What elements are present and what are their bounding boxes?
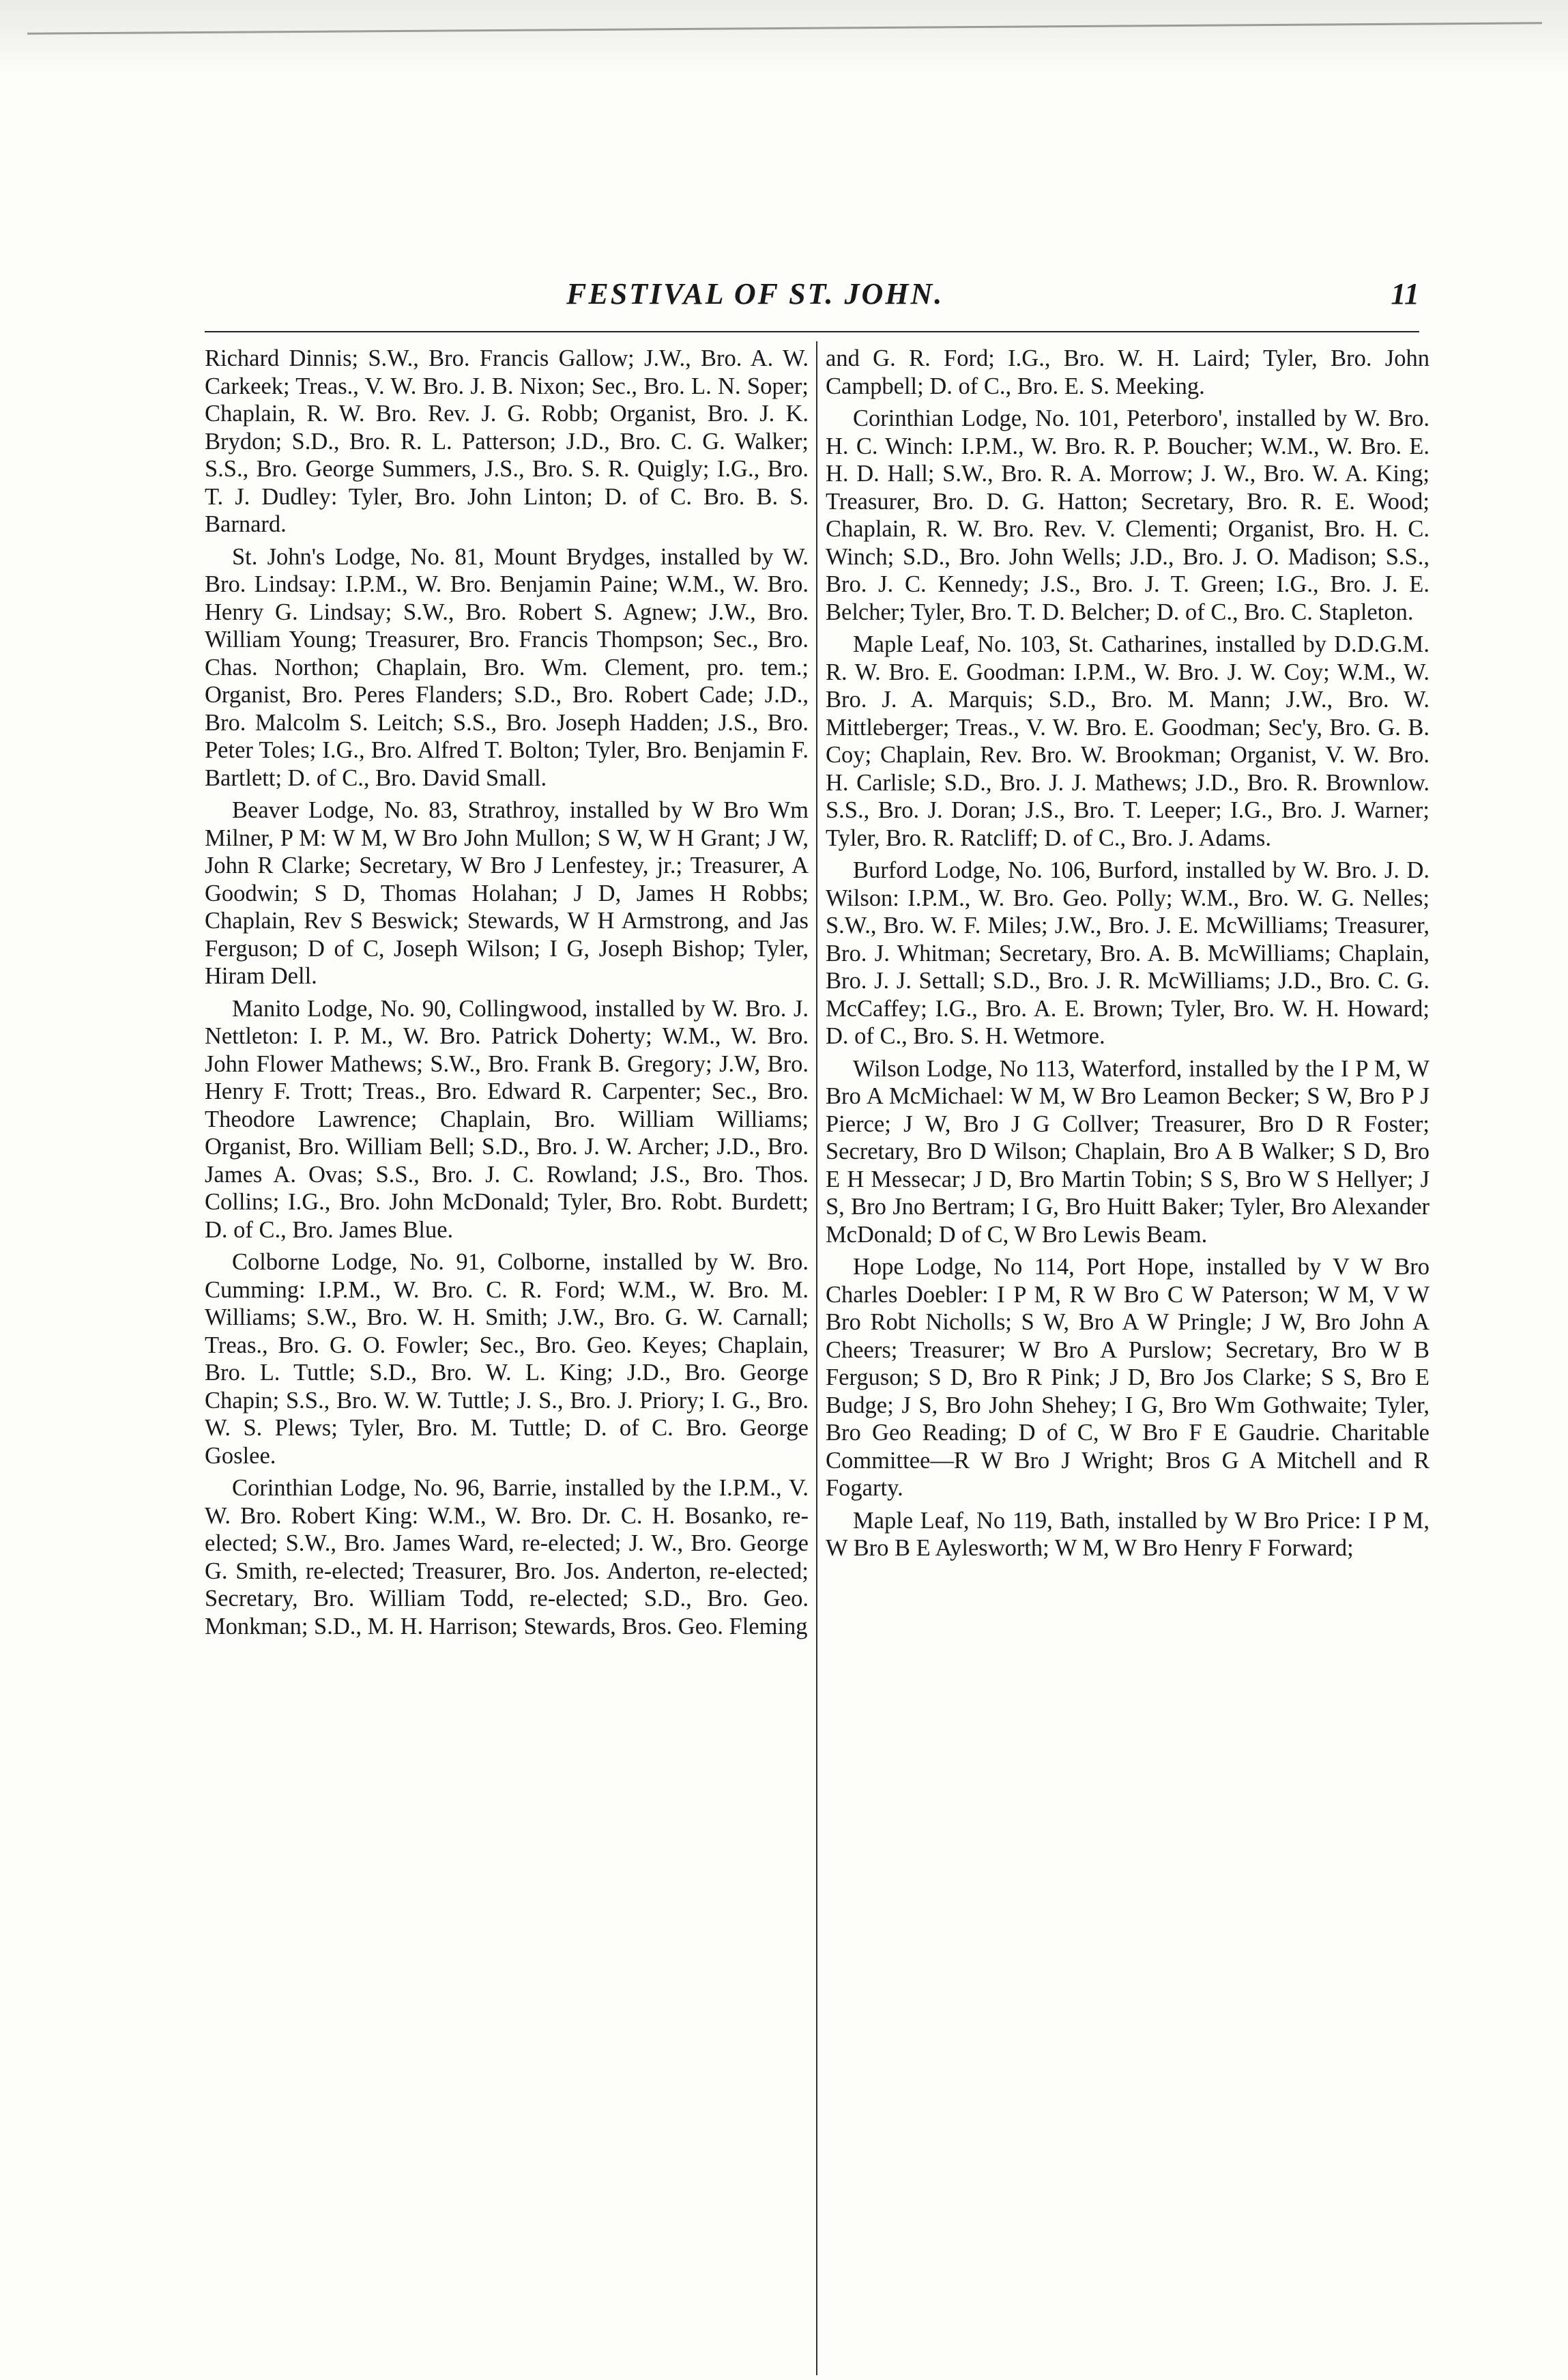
column-divider [816, 341, 817, 2375]
lodge-paragraph: and G. R. Ford; I.G., Bro. W. H. Laird; Tyler, Bro. John Campbell; D. of C., Bro. E. S. Meeking. [826, 345, 1429, 399]
header-rule [205, 331, 1419, 332]
page-header [205, 276, 1433, 317]
running-title: FESTIVAL OF ST. JOHN. [566, 277, 944, 311]
lodge-paragraph: Corinthian Lodge, No. 101, Peterboro', installed by W. Bro. H. C. Winch: I.P.M., W. Bro. R. P. Boucher; W.M., W. Bro. E. H. D. Hall; S.W., Bro. R. A. Morrow; J. W., Bro. W. A. King; Treasurer, Bro. D. G. Hatton; Secretary, Bro. R. E. Wood; Chaplain, R. W. Bro. Rev. V. Clementi; Organist, Bro. H. C. Winch; S.D., Bro. John Wells; J.D., Bro. J. O. Madison; S.S., Bro. J. C. Kennedy; J.S., Bro. J. T. Green; I.G., Bro. J. E. Belcher; Tyler, Bro. T. D. Belcher; D. of C., Bro. C. Stapleton. [826, 405, 1429, 625]
lodge-paragraph: Burford Lodge, No. 106, Burford, installed by W. Bro. J. D. Wilson: I.P.M., W. Bro. Geo. Polly; W.M., Bro. W. G. Nelles; S.W., Bro. W. F. Miles; J.W., Bro. J. E. McWilliams; Treasurer, Bro. J. Whitman; Secretary, Bro. A. B. McWilliams; Chaplain, Bro. J. J. Settall; S.D., Bro. J. R. McWilliams; J.D., Bro. C. G. McCaffey; I.G., Bro. A. E. Brown; Tyler, Bro. W. H. Howard; D. of C., Bro. S. H. Wetmore. [826, 857, 1429, 1049]
lodge-paragraph: Manito Lodge, No. 90, Collingwood, installed by W. Bro. J. Nettleton: I. P. M., W. Bro. Patrick Doherty; W.M., W. Bro. John Flower Mathews; S.W., Bro. Frank B. Gregory; J.W, Bro. Henry F. Trott; Treas., Bro. Edward R. Carpenter; Sec., Bro. Theodore Lawrence; Chaplain, Bro. William Williams; Organist, Bro. William Bell; S.D., Bro. J. W. Archer; J.D., Bro. James A. Ovas; S.S., Bro. J. C. Rowland; J.S., Bro. Thos. Collins; I.G., Bro. John McDonald; Tyler, Bro. Robt. Burdett; D. of C., Bro. James Blue. [205, 995, 809, 1243]
lodge-paragraph: Richard Dinnis; S.W., Bro. Francis Gallow; J.W., Bro. A. W. Carkeek; Treas., V. W. Bro. J. B. Nixon; Sec., Bro. L. N. Soper; Chaplain, R. W. Bro. Rev. J. G. Robb; Organist, Bro. J. K. Brydon; S.D., Bro. R. L. Patterson; J.D., Bro. C. G. Walker; S.S., Bro. George Summers, J.S., Bro. S. R. Quigly; I.G., Bro. T. J. Dudley: Tyler, Bro. John Linton; D. of C. Bro. B. S. Barnard. [205, 345, 809, 537]
lodge-paragraph: Hope Lodge, No 114, Port Hope, installed by V W Bro Charles Doebler: I P M, R W Bro C W Paterson; W M, V W Bro Robt Nicholls; S W, Bro A W Pringle; J W, Bro John A Cheers; Treasurer; W Bro A Purslow; Secretary, Bro W B Ferguson; S D, Bro R Pink; J D, Bro Jos Clarke; S S, Bro E Budge; J S, Bro John Shehey; I G, Bro Wm Gothwaite; Tyler, Bro Geo Reading; D of C, W Bro F E Gaudrie. Charitable Committee—R W Bro J Wright; Bros G A Mitchell and R Fogarty. [826, 1254, 1429, 1501]
right-column [826, 345, 1429, 1562]
scan-shadow [0, 0, 1568, 75]
left-column [205, 345, 809, 1640]
page-number: 11 [1391, 277, 1419, 311]
lodge-paragraph: Maple Leaf, No. 103, St. Catharines, installed by D.D.G.M. R. W. Bro. E. Goodman: I.P.M., W. Bro. J. W. Coy; W.M., W. Bro. J. A. Marquis; S.D., Bro. M. Mann; J.W., Bro. W. Mittleberger; Treas., V. W. Bro. E. Goodman; Sec'y, Bro. G. B. Coy; Chaplain, Rev. Bro. W. Brookman; Organist, V. W. Bro. H. Carlisle; S.D., Bro. J. J. Mathews; J.D., Bro. R. Brownlow. S.S., Bro. J. Doran; J.S., Bro. T. Leeper; I.G., Bro. J. Warner; Tyler, Bro. R. Ratcliff; D. of C., Bro. J. Adams. [826, 631, 1429, 851]
lodge-paragraph: Corinthian Lodge, No. 96, Barrie, installed by the I.P.M., V. W. Bro. Robert King: W.M., W. Bro. Dr. C. H. Bosanko, re-elected; S.W., Bro. James Ward, re-elected; J. W., Bro. George G. Smith, re-elected; Treasurer, Bro. Jos. Anderton, re-elected; Secretary, Bro. William Todd, re-elected; S.D., Bro. Geo. Monkman; S.D., M. H. Harrison; Stewards, Bros. Geo. Fleming [205, 1475, 809, 1639]
lodge-paragraph: Maple Leaf, No 119, Bath, installed by W Bro Price: I P M, W Bro B E Aylesworth; W M, W Bro Henry F Forward; [826, 1507, 1429, 1561]
lodge-paragraph: Wilson Lodge, No 113, Waterford, installed by the I P M, W Bro A McMichael: W M, W Bro Leamon Becker; S W, Bro P J Pierce; J W, Bro J G Collver; Treasurer, Bro D R Foster; Secretary, Bro D Wilson; Chaplain, Bro A B Walker; S D, Bro E H Messecar; J D, Bro Martin Tobin; S S, Bro W S Hellyer; J S, Bro Jno Bertram; I G, Bro Huitt Baker; Tyler, Bro Alexander McDonald; D of C, W Bro Lewis Beam. [826, 1055, 1429, 1248]
lodge-paragraph: Beaver Lodge, No. 83, Strathroy, installed by W Bro Wm Milner, P M: W M, W Bro John Mullon; S W, W H Grant; J W, John R Clarke; Secretary, W Bro J Lenfestey, jr.; Treasurer, A Goodwin; S D, Thomas Holahan; J D, James H Robbs; Chaplain, Rev S Beswick; Stewards, W H Armstrong, and Jas Ferguson; D of C, Joseph Wilson; I G, Joseph Bishop; Tyler, Hiram Dell. [205, 797, 809, 989]
lodge-paragraph: St. John's Lodge, No. 81, Mount Brydges, installed by W. Bro. Lindsay: I.P.M., W. Bro. Benjamin Paine; W.M., W. Bro. Henry G. Lindsay; S.W., Bro. Robert S. Agnew; J.W., Bro. William Young; Treasurer, Bro. Francis Thompson; Sec., Bro. Chas. Northon; Chaplain, Bro. Wm. Clement, pro. tem.; Organist, Bro. Peres Flanders; S.D., Bro. Robert Cade; J.D., Bro. Malcolm S. Leitch; S.S., Bro. Joseph Hadden; J.S., Bro. Peter Toles; I.G., Bro. Alfred T. Bolton; Tyler, Bro. Benjamin F. Bartlett; D. of C., Bro. David Small. [205, 543, 809, 791]
lodge-paragraph: Colborne Lodge, No. 91, Colborne, installed by W. Bro. Cumming: I.P.M., W. Bro. C. R. Ford; W.M., W. Bro. M. Williams; S.W., Bro. W. H. Smith; J.W., Bro. G. W. Carnall; Treas., Bro. G. O. Fowler; Sec., Bro. Geo. Keyes; Chaplain, Bro. L. Tuttle; S.D., Bro. W. L. King; J.D., Bro. George Chapin; S.S., Bro. W. W. Tuttle; J. S., Bro. J. Priory; I. G., Bro. W. S. Plews; Tyler, Bro. M. Tuttle; D. of C. Bro. George Goslee. [205, 1249, 809, 1469]
